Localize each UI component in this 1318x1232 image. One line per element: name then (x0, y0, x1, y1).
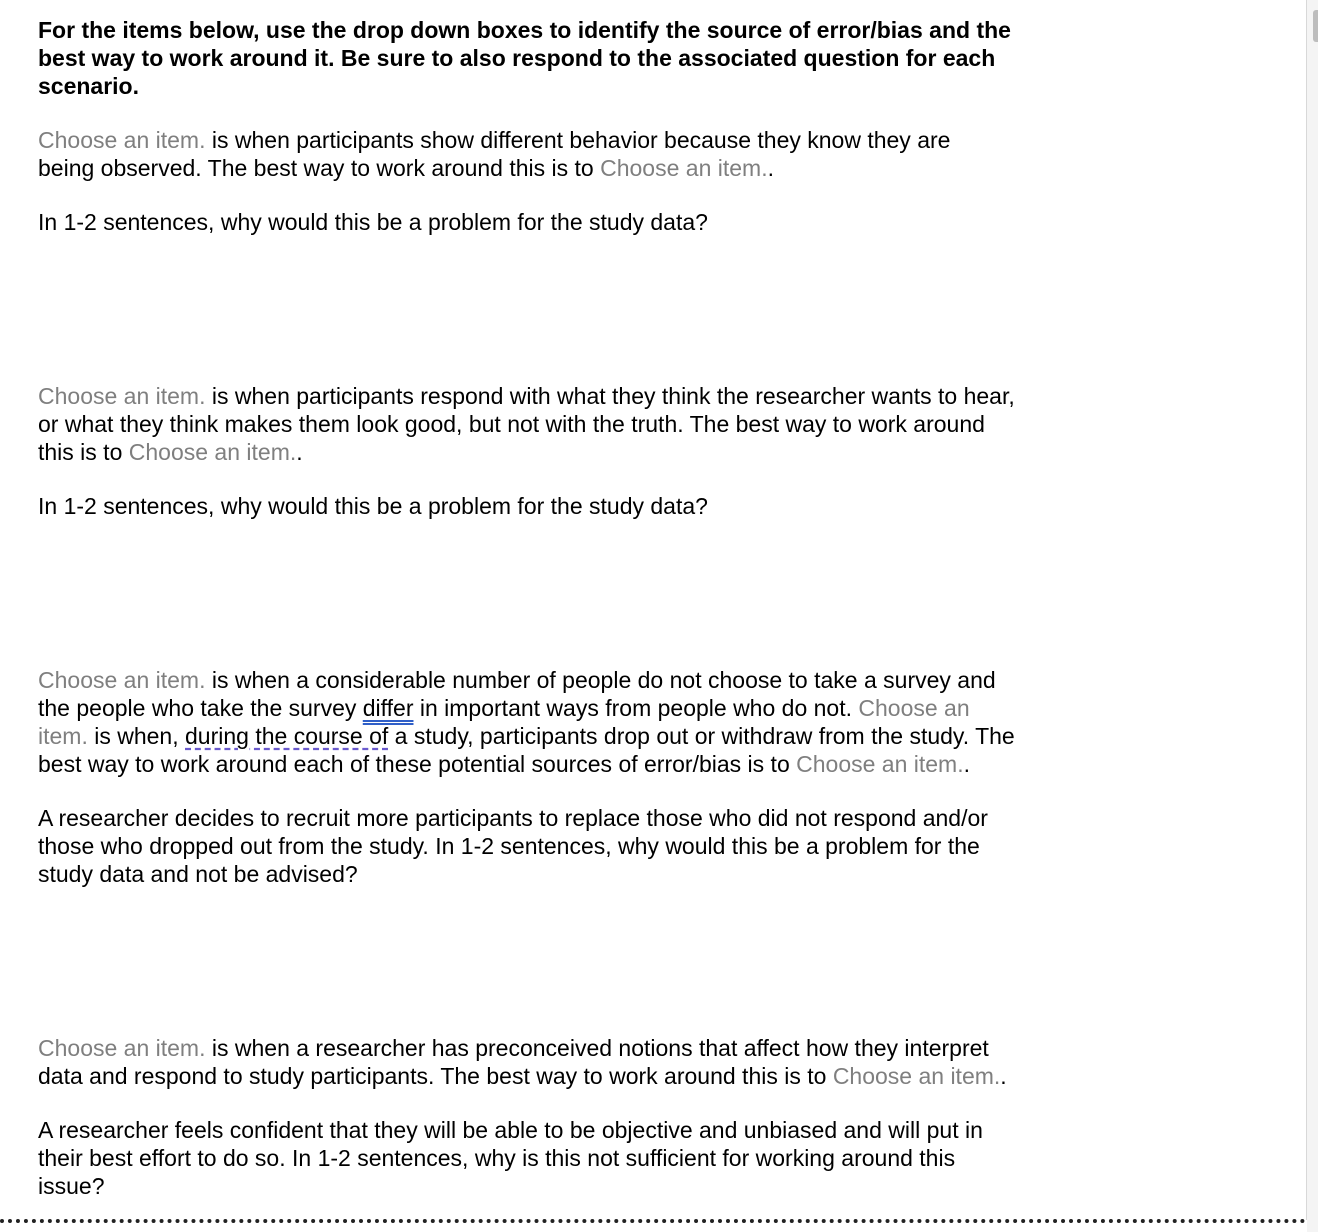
scenario-text: a study, participants drop out or withdraw from the study. The (388, 723, 1015, 749)
scenario-text: best way to work around each of these potential sources of error/bias is to (38, 751, 797, 777)
scenario-3-line (38, 722, 1088, 750)
scenario-text: is when, (87, 723, 185, 749)
scenario-2-line (38, 382, 1088, 410)
style-flag[interactable]: during the course of (185, 723, 389, 749)
question-line: those who dropped out from the study. In 1-2 sentences, why would this be a problem for the (38, 833, 980, 859)
question-line: study data and not be advised? (38, 861, 358, 887)
scenario-2-line: or what they think makes them look good, but not with the truth. The best way to work around (38, 411, 985, 437)
scenario-3-line (38, 694, 1088, 722)
scenario-3-paragraph (38, 666, 1088, 778)
scenario-1-line (38, 126, 1088, 154)
workaround-dropdown-3[interactable]: Choose an item. (796, 751, 964, 777)
scenario-text: the people who take the survey (38, 695, 363, 721)
scenario-text: being observed. The best way to work around this is to (38, 155, 601, 181)
question-line: issue? (38, 1173, 105, 1199)
workaround-dropdown-1[interactable]: Choose an item. (600, 155, 768, 181)
instructions-paragraph (38, 16, 1088, 100)
scenario-1-question: In 1-2 sentences, why would this be a problem for the study data? (38, 209, 708, 235)
scenario-1-line (38, 154, 1088, 182)
scrollbar-thumb[interactable] (1313, 10, 1318, 42)
error-source-dropdown-3b[interactable]: Choose an (858, 695, 970, 721)
error-source-dropdown-2[interactable]: Choose an item. (38, 383, 206, 409)
instructions-line: For the items below, use the drop down boxes to identify the source of error/bias and the (38, 17, 1011, 43)
period-text: . (296, 439, 303, 465)
scenario-2-question: In 1-2 sentences, why would this be a problem for the study data? (38, 493, 708, 519)
scenario-4-line (38, 1034, 1088, 1062)
scenario-3-answer-area[interactable] (38, 892, 1088, 1032)
scenario-4-question (38, 1116, 1088, 1200)
error-source-dropdown-1[interactable]: Choose an item. (38, 127, 206, 153)
grammar-flag[interactable]: differ (362, 695, 414, 721)
scenario-3-line (38, 750, 1088, 778)
scrollbar-track[interactable] (1307, 0, 1318, 1232)
period-text: . (1000, 1063, 1007, 1089)
workaround-dropdown-2[interactable]: Choose an item. (128, 439, 297, 465)
question-line: their best effort to do so. In 1-2 sentences, why is this not sufficient for working around this (38, 1145, 956, 1171)
scenario-2-paragraph (38, 382, 1088, 466)
workaround-dropdown-4[interactable]: Choose an item. (832, 1063, 1001, 1089)
scenario-text: is when participants respond with what they think the researcher wants to hear, (205, 383, 1015, 409)
period-text: . (963, 751, 970, 777)
question-line: A researcher decides to recruit more participants to replace those who did not respond and/or (38, 805, 988, 831)
scenario-text: is when participants show different behavior because they know they are (205, 127, 951, 153)
error-source-dropdown-4[interactable]: Choose an item. (38, 1035, 206, 1061)
scenario-text: data and respond to study participants. The best way to work around this is to (38, 1063, 833, 1089)
page-break-line (0, 1219, 1306, 1223)
scenario-3-line (38, 666, 1088, 694)
scenario-text: is when a considerable number of people do not choose to take a survey and (205, 667, 996, 693)
error-source-dropdown-3b-continued[interactable]: item. (38, 723, 88, 749)
period-text: . (767, 155, 774, 181)
scenario-4-paragraph (38, 1034, 1088, 1090)
instructions-line: best way to work around it. Be sure to also respond to the associated question for each (38, 45, 996, 71)
error-source-dropdown-3a[interactable]: Choose an item. (38, 667, 206, 693)
scenario-2-line (38, 438, 1088, 466)
scenario-text: this is to (38, 439, 129, 465)
scenario-1-answer-area[interactable] (38, 240, 1088, 380)
instructions-line: scenario. (38, 73, 139, 99)
scenario-text: is when a researcher has preconceived notions that affect how they interpret (205, 1035, 989, 1061)
scenario-text: in important ways from people who do not. (413, 695, 859, 721)
scenario-1-paragraph (38, 126, 1088, 182)
scenario-2-answer-area[interactable] (38, 524, 1088, 664)
question-line: A researcher feels confident that they will be able to be objective and unbiased and will put in (38, 1117, 983, 1143)
scenario-3-question (38, 804, 1088, 888)
scenario-4-line (38, 1062, 1088, 1090)
